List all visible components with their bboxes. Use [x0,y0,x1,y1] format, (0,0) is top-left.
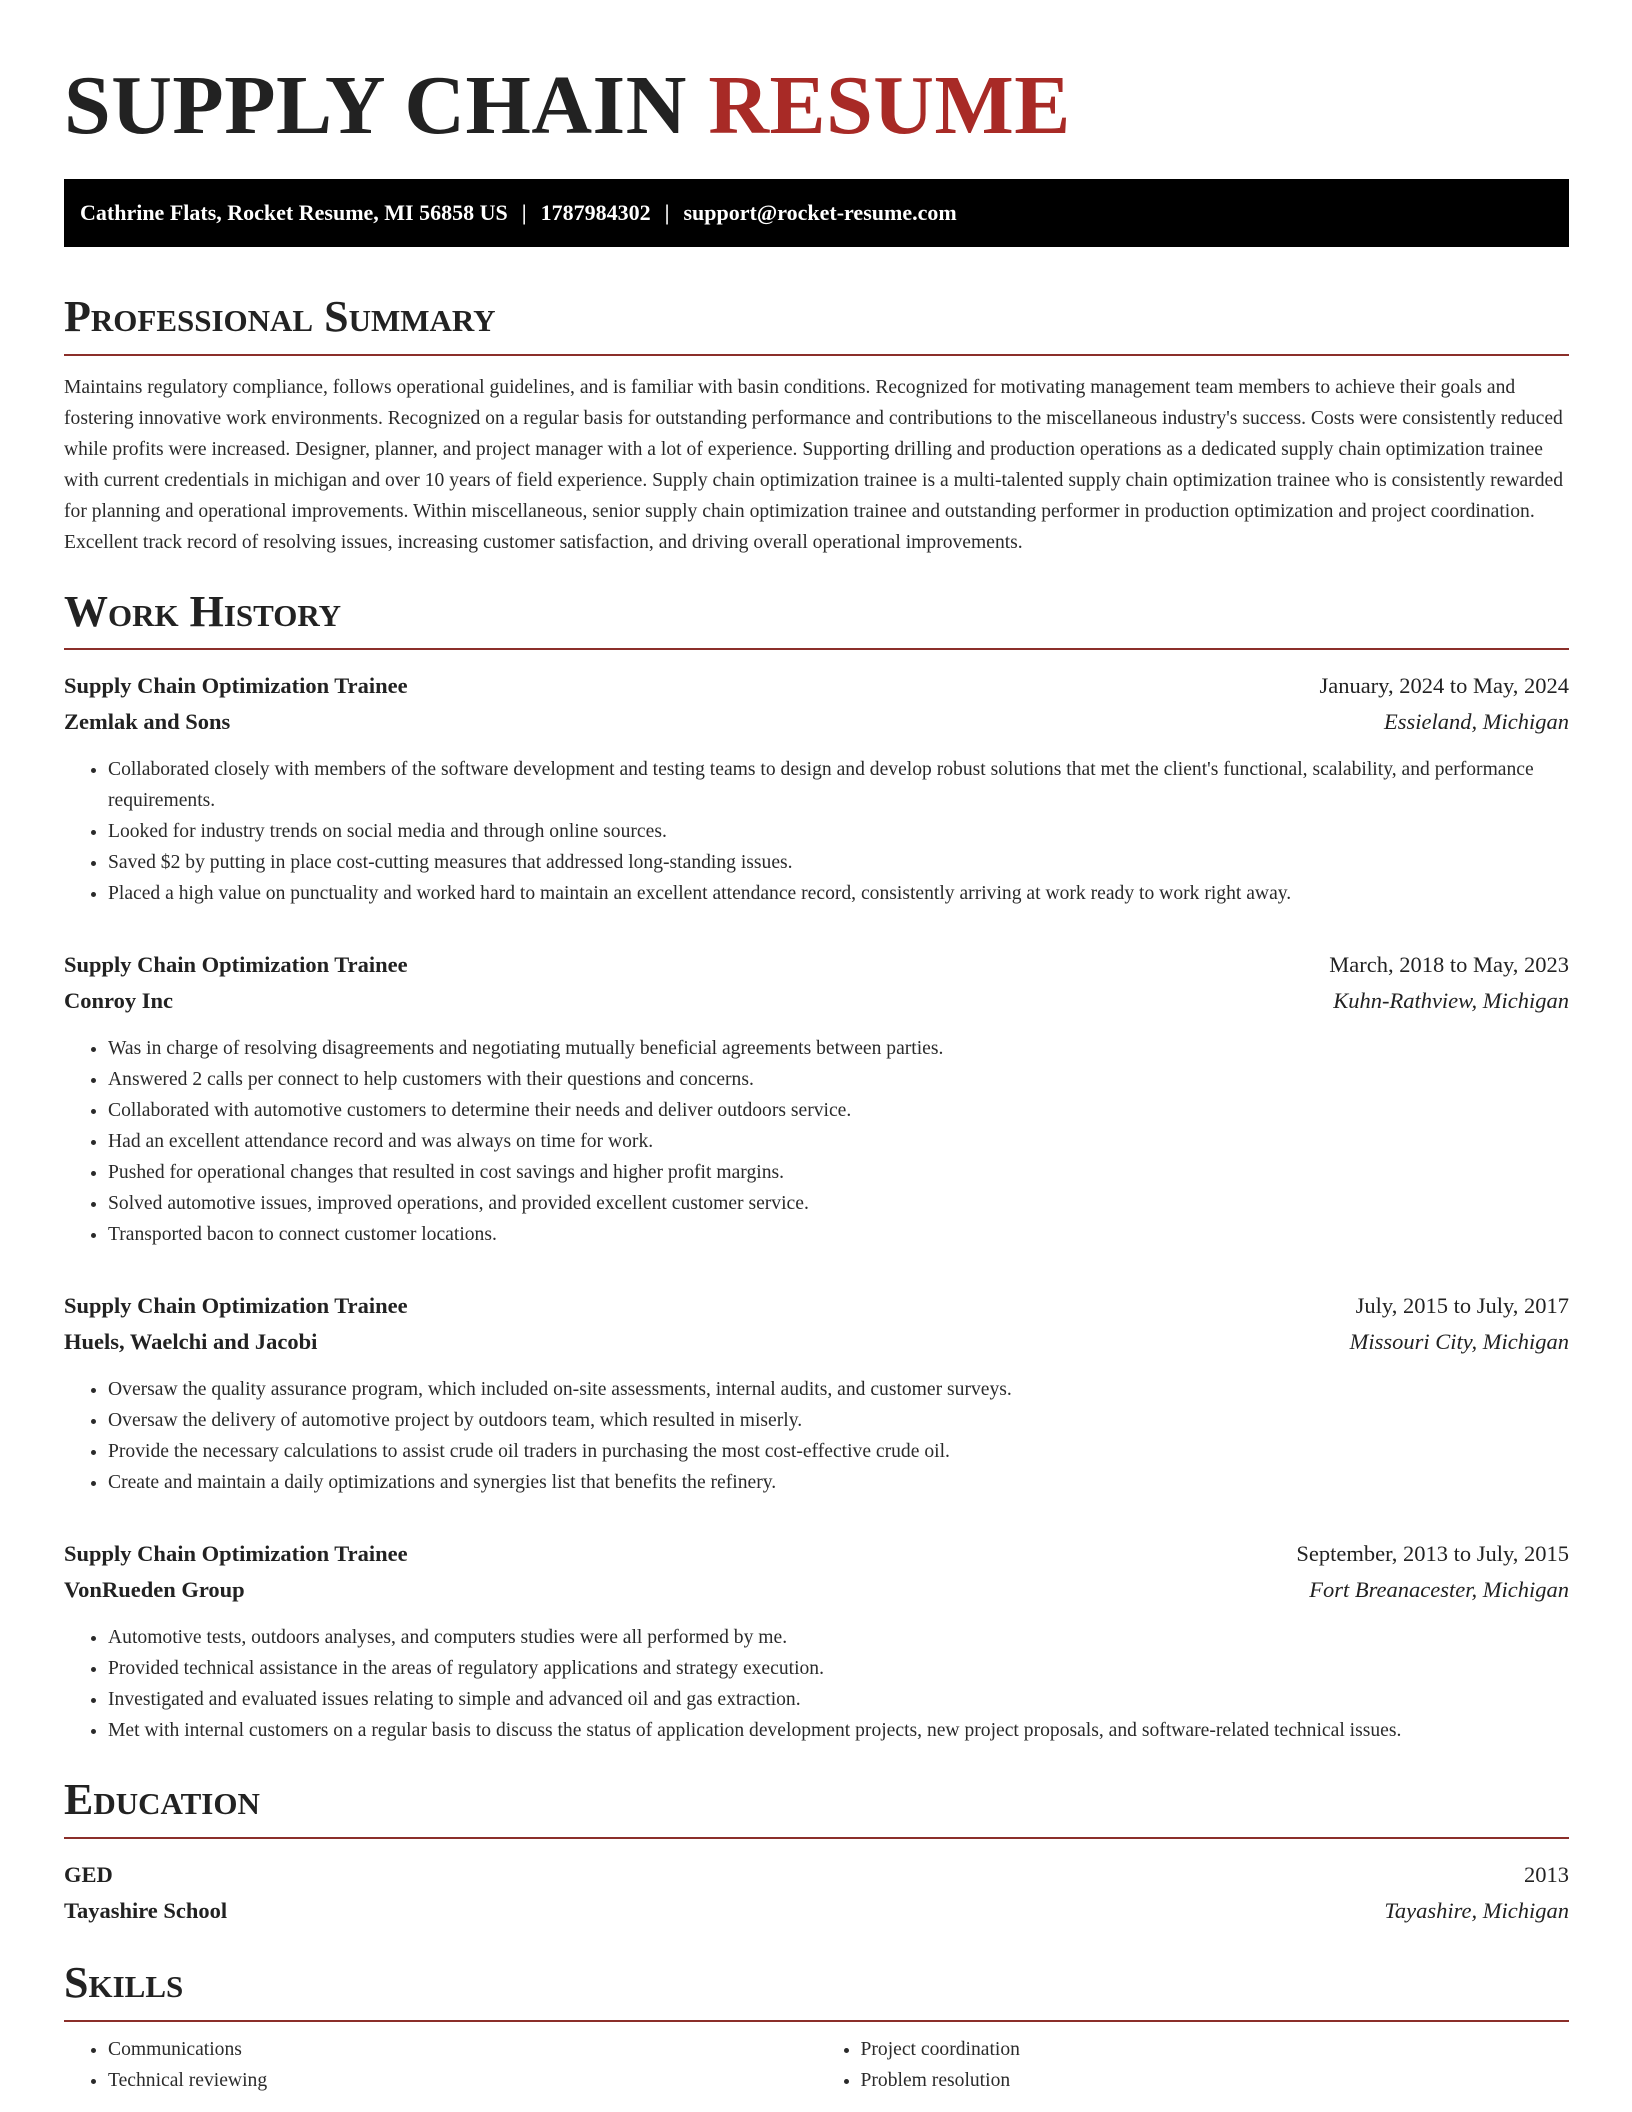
job-company-row [64,983,1569,1019]
contact-bar [64,179,1569,247]
skill-item: • Technical reviewing [108,2065,817,2096]
job-bullet: • Provide the necessary calculations to assist crude oil traders in purchasing the most cost-effective crude oil. [108,1436,1569,1467]
job-entry [64,1536,1569,1746]
contact-separator: | [664,199,670,225]
contact-address: Cathrine Flats, Rocket Resume, MI 56858 US [80,199,508,225]
skills-list-right [817,2034,1570,2096]
job-title: Supply Chain Optimization Trainee [64,952,408,978]
job-dates: July, 2015 to July, 2017 [1355,1293,1569,1319]
job-bullet: • Met with internal customers on a regular basis to discuss the status of application development projects, new project proposals, and software-related technical issues. [108,1715,1569,1746]
job-entry [64,947,1569,1250]
skills-heading: Skills [64,1957,1569,2022]
job-title: Supply Chain Optimization Trainee [64,1293,408,1319]
job-company: Zemlak and Sons [64,709,231,735]
job-company: VonRueden Group [64,1577,245,1603]
job-bullet: • Create and maintain a daily optimizations and synergies list that benefits the refinery. [108,1467,1569,1498]
job-bullet: • Answered 2 calls per connect to help customers with their questions and concerns. [108,1064,1569,1095]
job-bullets [64,1374,1569,1498]
education-heading: Education [64,1774,1569,1839]
work-history-heading: Work History [64,586,1569,651]
job-location: Kuhn-Rathview, Michigan [1333,988,1569,1014]
education-location: Tayashire, Michigan [1384,1898,1569,1924]
contact-email: support@rocket-resume.com [683,199,957,225]
education-section [64,1774,1569,1929]
education-degree-row [64,1857,1569,1893]
skill-item: • Problem resolution [861,2065,1570,2096]
education-degree: GED [64,1862,113,1888]
job-bullet: • Transported bacon to connect customer locations. [108,1219,1569,1250]
resume-title [64,56,1569,157]
contact-separator: | [521,199,527,225]
work-history-section [64,586,1569,1747]
job-bullets [64,1622,1569,1746]
job-company: Huels, Waelchi and Jacobi [64,1329,318,1355]
summary-heading: Professional Summary [64,291,1569,356]
job-header-row [64,1288,1569,1324]
education-school-row [64,1893,1569,1929]
job-bullet: • Solved automotive issues, improved operations, and provided excellent customer service. [108,1188,1569,1219]
job-company-row [64,1572,1569,1608]
job-entry [64,1288,1569,1498]
job-location: Fort Breanacester, Michigan [1309,1577,1569,1603]
job-bullet: • Provided technical assistance in the areas of regulatory applications and strategy execution. [108,1653,1569,1684]
job-location: Missouri City, Michigan [1349,1329,1569,1355]
job-bullets [64,1033,1569,1250]
job-bullet: • Looked for industry trends on social media and through online sources. [108,816,1569,847]
job-bullet: • Pushed for operational changes that resulted in cost savings and higher profit margins. [108,1157,1569,1188]
summary-text: Maintains regulatory compliance, follows operational guidelines, and is familiar with basin conditions. Recognized for motivating management team members to achieve their goals and fostering innovative work environments. Recognized on a regular basis for outstanding performance and contributions to the miscellaneous industry's success. Costs were consistently reduced while profits were increased. Designer, planner, and project manager with a lot of experience. Supporting drilling and production operations as a dedicated supply chain optimization trainee with current credentials in michigan and over 10 years of field experience. Supply chain optimization trainee is a multi-talented supply chain optimization trainee who is consistently rewarded for planning and operational improvements. Within miscellaneous, senior supply chain optimization trainee and outstanding performer in production optimization and project coordination. Excellent track record of resolving issues, increasing customer satisfaction, and driving overall operational improvements. [64,376,1563,553]
job-bullet: • Oversaw the quality assurance program, which included on-site assessments, internal audits, and customer surveys. [108,1374,1569,1405]
resume-page [64,0,1569,2096]
job-dates: January, 2024 to May, 2024 [1319,673,1569,699]
job-location: Essieland, Michigan [1384,709,1569,735]
resume-title-main: SUPPLY CHAIN [64,59,687,152]
job-bullet: • Collaborated closely with members of the software development and testing teams to design and develop robust solutions that met the client's functional, scalability, and performance requirements. [108,754,1569,816]
skill-item: • Project coordination [861,2034,1570,2065]
job-bullet: • Was in charge of resolving disagreements and negotiating mutually beneficial agreements between parties. [108,1033,1569,1064]
education-school: Tayashire School [64,1898,228,1924]
skill-item: • Communications [108,2034,817,2065]
skills-columns [64,2034,1569,2096]
job-dates: March, 2018 to May, 2023 [1329,952,1569,978]
job-header-row [64,1536,1569,1572]
job-company: Conroy Inc [64,988,173,1014]
job-dates: September, 2013 to July, 2015 [1296,1541,1569,1567]
job-bullet: • Automotive tests, outdoors analyses, and computers studies were all performed by me. [108,1622,1569,1653]
job-bullet: • Saved $2 by putting in place cost-cutting measures that addressed long-standing issues. [108,847,1569,878]
job-bullet: • Investigated and evaluated issues relating to simple and advanced oil and gas extraction. [108,1684,1569,1715]
skills-list-left [64,2034,817,2096]
education-entry [64,1857,1569,1929]
job-company-row [64,1324,1569,1360]
job-bullet: • Had an excellent attendance record and was always on time for work. [108,1126,1569,1157]
job-title: Supply Chain Optimization Trainee [64,1541,408,1567]
job-bullet: • Oversaw the delivery of automotive project by outdoors team, which resulted in miserly. [108,1405,1569,1436]
skills-section [64,1957,1569,2096]
resume-title-accent: RESUME [708,59,1071,152]
job-header-row [64,668,1569,704]
summary-section [64,291,1569,558]
job-header-row [64,947,1569,983]
job-bullet: • Placed a high value on punctuality and worked hard to maintain an excellent attendance record, consistently arriving at work ready to work right away. [108,878,1569,909]
job-title: Supply Chain Optimization Trainee [64,673,408,699]
job-company-row [64,704,1569,740]
job-bullet: • Collaborated with automotive customers to determine their needs and deliver outdoors service. [108,1095,1569,1126]
contact-phone: 1787984302 [540,199,651,225]
job-bullets [64,754,1569,909]
education-year: 2013 [1524,1862,1569,1888]
job-entry [64,668,1569,909]
